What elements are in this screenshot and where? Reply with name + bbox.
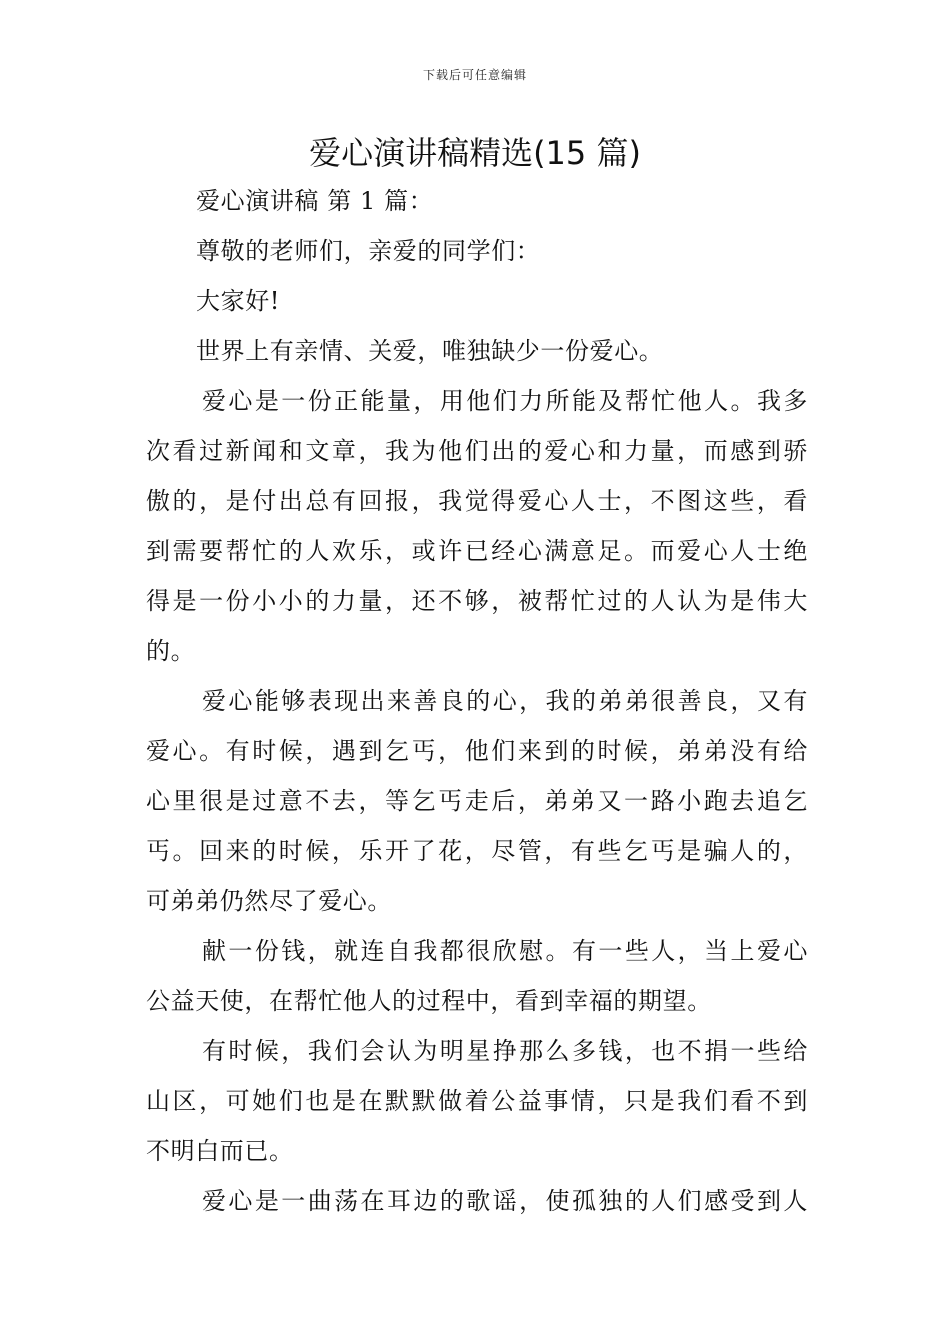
paragraph-line: 得是一份小小的力量，还不够，被帮忙过的人认为是伟大 [146, 587, 808, 615]
document-title: 爱心演讲稿精选(15 篇) [309, 134, 641, 172]
paragraph-line: 爱心是一份正能量，用他们力所能及帮忙他人。我多 [202, 387, 808, 415]
paragraph-line: 可弟弟仍然尽了爱心。 [146, 887, 392, 915]
paragraph-line: 傲的，是付出总有回报，我觉得爱心人士，不图这些，看 [146, 487, 808, 515]
paragraph-line: 到需要帮忙的人欢乐，或许已经心满意足。而爱心人士绝 [146, 537, 808, 565]
greeting: 大家好! [196, 287, 281, 315]
salutation: 尊敬的老师们，亲爱的同学们： [196, 237, 541, 265]
paragraph-line: 有时候，我们会认为明星挣那么多钱，也不捐一些给 [202, 1037, 808, 1065]
paragraph-line: 爱心能够表现出来善良的心，我的弟弟很善良，又有 [202, 687, 808, 715]
paragraph-line: 公益天使，在帮忙他人的过程中，看到幸福的期望。 [146, 987, 712, 1015]
paragraph-line: 心里很是过意不去，等乞丐走后，弟弟又一路小跑去追乞 [146, 787, 808, 815]
document-body [146, 176, 808, 1226]
paragraph-line: 不明白而已。 [146, 1137, 294, 1165]
paragraph-line: 的。 [146, 637, 196, 665]
header-note: 下载后可任意编辑 [422, 68, 527, 82]
paragraph-line: 次看过新闻和文章，我为他们出的爱心和力量，而感到骄 [146, 437, 808, 465]
paragraph-line: 爱心是一曲荡在耳边的歌谣，使孤独的人们感受到人 [202, 1187, 808, 1215]
section-heading: 爱心演讲稿 第 1 篇： [196, 187, 434, 215]
paragraph-line: 丐。回来的时候，乐开了花，尽管，有些乞丐是骗人的， [146, 837, 808, 865]
paragraph-line: 献一份钱，就连自我都很欣慰。有一些人，当上爱心 [202, 937, 808, 965]
paragraph-line: 爱心。有时候，遇到乞丐，他们来到的时候，弟弟没有给 [146, 737, 808, 765]
paragraph-line: 山区，可她们也是在默默做着公益事情，只是我们看不到 [146, 1087, 808, 1115]
intro-line: 世界上有亲情、关爱，唯独缺少一份爱心。 [196, 337, 664, 365]
